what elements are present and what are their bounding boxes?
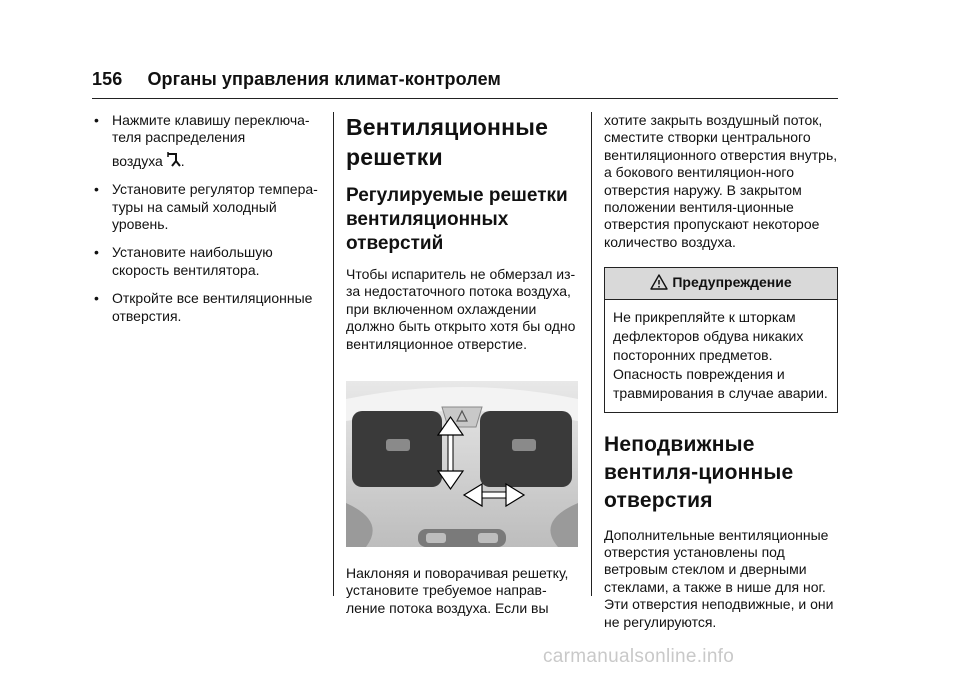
subsection-title-adjustable: Регулируемые решетки вентиляционных отверстий [346, 185, 568, 254]
warning-box [604, 267, 838, 412]
air-distribution-icon [167, 152, 181, 168]
section-title-fixed-vents: Неподвижные вентиля-ционные отверстия [604, 432, 794, 512]
warning-triangle-icon [650, 274, 668, 290]
intro-paragraph: Чтобы испаритель не обмерзал из-за недостаточного потока воздуха, при включенном охлаждении должно быть открыто хотя бы одно вентиляционное отверстие. [346, 266, 576, 352]
column-divider-left [333, 112, 334, 596]
page-header [92, 69, 501, 90]
warning-title: Предупреждение [672, 274, 792, 291]
header-divider [92, 98, 838, 99]
page-number: 156 [92, 69, 123, 89]
continued-paragraph: хотите закрыть воздушный поток, сместите створки центрального вентиляционного отверстия внутрь, а бокового вентиляцион-ного отверстия наружу. В закрытом положении вентиля-ционные отверстия пропускают некоторое количество воздуха. [604, 112, 838, 250]
watermark: carmanualsonline.info [543, 646, 735, 667]
column-3 [604, 112, 840, 631]
instruction-list [92, 112, 324, 325]
column-1 [92, 112, 324, 336]
list-item: • Установите наибольшую скорость вентилятора. [92, 244, 324, 279]
warning-header [605, 268, 837, 299]
section-title-vents: Вентиляционные решетки [346, 114, 549, 170]
column-2 [346, 112, 578, 617]
warning-text: Не прикрепляйте к шторкам дефлекторов обдува никаких посторонних предметов. Опасность повреждения и травмирования в случае аварии. [613, 308, 828, 402]
vent-photo [346, 381, 578, 547]
photo-caption: Наклоняя и поворачивая решетку, установите требуемое направ-ление потока воздуха. Если вы [346, 565, 569, 616]
column-divider-right [591, 112, 592, 596]
chapter-title: Органы управления климат-контролем [147, 69, 501, 89]
list-item: • Нажмите клавишу переключа- теля распределения воздуха . [92, 112, 324, 170]
list-item: • Установите регулятор темпера-туры на самый холодный уровень. [92, 181, 324, 233]
list-item: • Откройте все вентиляционные отверстия. [92, 290, 324, 325]
fixed-vents-paragraph: Дополнительные вентиляционные отверстия установлены под ветровым стеклом и дверными стеклами, а также в нише для ног. Эти отверстия неподвижные, и они не регулируются. [604, 526, 834, 630]
